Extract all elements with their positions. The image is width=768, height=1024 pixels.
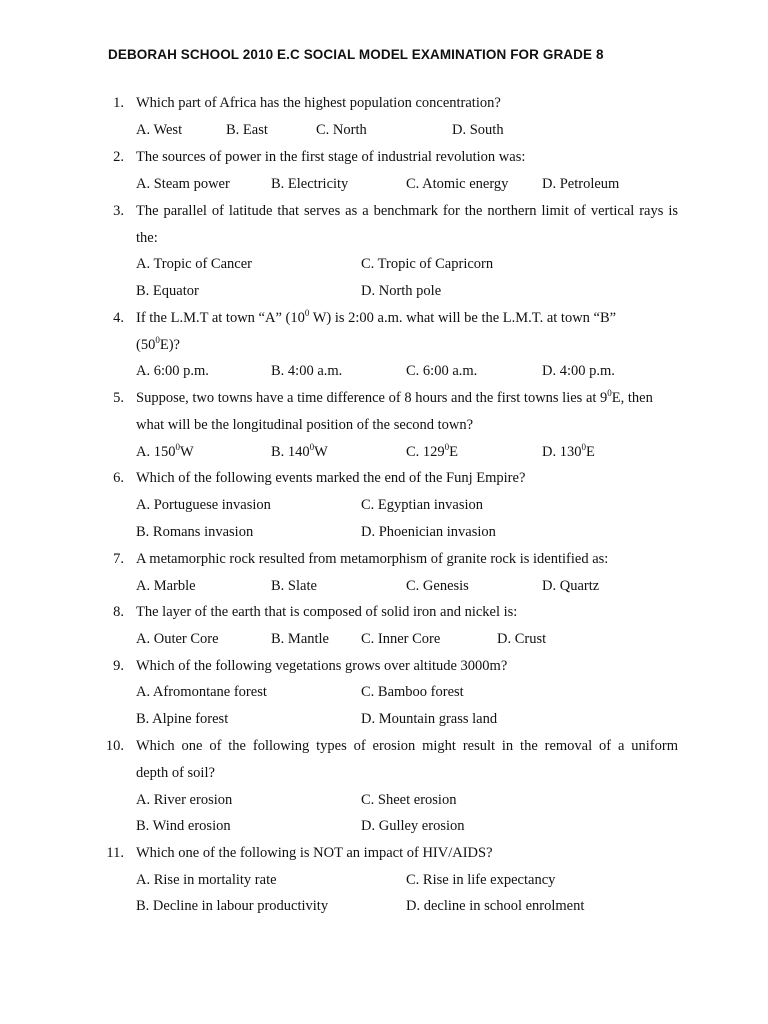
option-c: C. Genesis (406, 578, 469, 594)
option-b: B. Wind erosion (136, 818, 231, 834)
question-number: 6. (113, 470, 124, 486)
question-stem-continued: depth of soil? (136, 765, 215, 781)
question-stem: Which one of the following is NOT an impact of HIV/AIDS? (136, 845, 493, 861)
question-stem: Which part of Africa has the highest population concentration? (136, 95, 501, 111)
option-a: A. Steam power (136, 176, 230, 192)
option-d: D. Phoenician invasion (361, 524, 496, 540)
question-number: 11. (106, 845, 124, 861)
option-c: C. Tropic of Capricorn (361, 256, 494, 272)
question-stem: The parallel of latitude that serves as a benchmark for the northern limit of vertical rays is (136, 203, 678, 219)
option-c: C. Egyptian invasion (361, 497, 484, 513)
question-number: 1. (113, 95, 124, 111)
option-d: D. Petroleum (542, 176, 620, 192)
option-d: D. South (452, 122, 504, 138)
option-a: A. Tropic of Cancer (136, 256, 252, 272)
option-c: C. Bamboo forest (361, 684, 464, 700)
question-stem-continued: what will be the longitudinal position of the second town? (136, 417, 474, 433)
option-d: D. North pole (361, 283, 442, 299)
option-a: A. 6:00 p.m. (136, 363, 209, 379)
option-b: B. East (226, 122, 268, 138)
option-a: A. Marble (136, 578, 196, 594)
question-stem: Which of the following events marked the end of the Funj Empire? (136, 470, 526, 486)
question-stem-continued: the: (136, 230, 158, 246)
question-stem: Which of the following vegetations grows over altitude 3000m? (136, 658, 508, 674)
question-number: 3. (113, 203, 124, 219)
question-stem: Which one of the following types of erosion might result in the removal of a uniform (136, 738, 678, 754)
question-number: 10. (105, 738, 124, 754)
option-b: B. $140^0W$ (271, 442, 328, 460)
question-number: 4. (113, 310, 124, 326)
option-d: D. Crust (497, 631, 547, 647)
question-stem: A metamorphic rock resulted from metamorphism of granite rock is identified as: (136, 551, 609, 567)
option-a: A. Afromontane forest (136, 684, 267, 700)
option-b: B. Equator (136, 283, 199, 299)
question-stem: The sources of power in the first stage of industrial revolution was: (136, 149, 526, 165)
option-b: B. Slate (271, 578, 317, 594)
exam-title: DEBORAH SCHOOL 2010 E.C SOCIAL MODEL EXAMINATION FOR GRADE 8 (108, 47, 604, 62)
option-d: D. Mountain grass land (361, 711, 498, 727)
option-a: A. $150^0W$ (136, 442, 194, 460)
option-c: C. North (316, 122, 367, 138)
option-c: C. Sheet erosion (361, 792, 457, 808)
option-a: A. Outer Core (136, 631, 219, 647)
option-b: B. 4:00 a.m. (271, 363, 343, 379)
option-c: C. Rise in life expectancy (406, 872, 556, 888)
option-c: C. $129^0E$ (406, 442, 459, 460)
question-number: 8. (113, 604, 124, 620)
option-d: D. Quartz (542, 578, 600, 594)
question-stem (136, 309, 678, 327)
stem-part: If the L.M.T at town “A” ($10^0$ W) is 2:00 a.m. what will be the L.M.T. at town “B” (136, 308, 617, 326)
option-c: C. 6:00 a.m. (406, 363, 478, 379)
option-b: B. Mantle (271, 631, 329, 647)
option-a: A. River erosion (136, 792, 233, 808)
option-d: D. 4:00 p.m. (542, 363, 615, 379)
option-d: D. $130^0E$ (542, 442, 595, 460)
question-number: 9. (113, 658, 124, 674)
question-number: 5. (113, 390, 124, 406)
option-c: C. Atomic energy (406, 176, 509, 192)
option-b: B. Romans invasion (136, 524, 254, 540)
option-b: B. Electricity (271, 176, 349, 192)
option-a: A. Portuguese invasion (136, 497, 271, 513)
question-number: 2. (113, 149, 124, 165)
question-stem-continued: $(50^0E)$? (136, 335, 180, 353)
option-d: D. Gulley erosion (361, 818, 465, 834)
question-number: 7. (113, 551, 124, 567)
question-stem: Suppose, two towns have a time difference of 8 hours and the first towns lies at $9^0E$, then (136, 388, 653, 406)
option-b: B. Alpine forest (136, 711, 229, 727)
option-c: C. Inner Core (361, 631, 441, 647)
option-a: A. Rise in mortality rate (136, 872, 277, 888)
question-stem: The layer of the earth that is composed of solid iron and nickel is: (136, 604, 518, 620)
option-a: A. West (136, 122, 183, 138)
option-d: D. decline in school enrolment (406, 898, 585, 914)
option-b: B. Decline in labour productivity (136, 898, 329, 914)
